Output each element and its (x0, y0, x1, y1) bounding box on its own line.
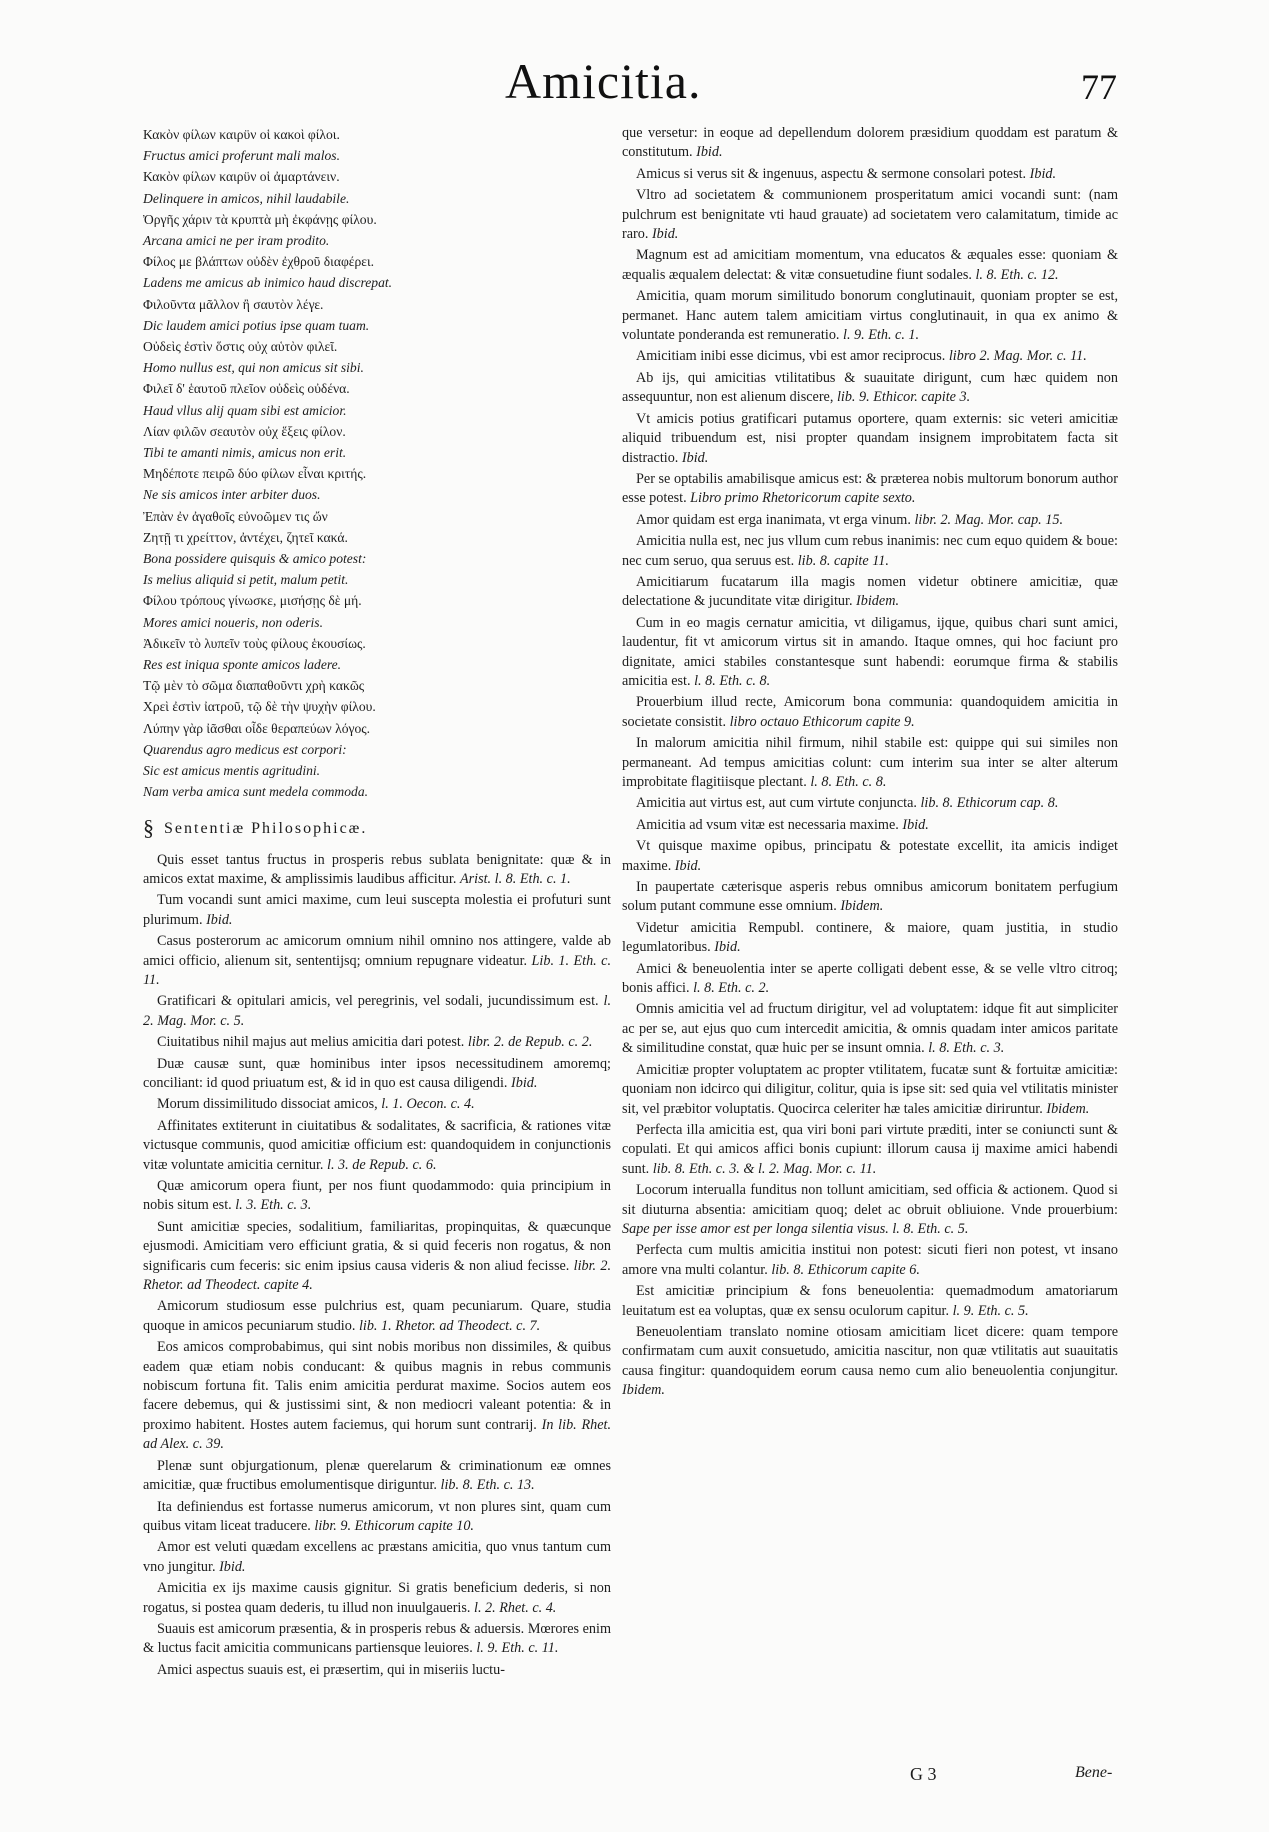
left-entry-list (143, 851, 611, 1681)
entry-text: Sunt amicitiæ species, sodalitium, familiaritas, propinquitas, & quæcunque ejusmodi. Amicitiam vero efficiunt gratia, & si quid feceris non rogatus, & non significaris cum feceris: sic enim ipsius causa videris & non aliud fecisse. (143, 1218, 611, 1274)
entry-text: Amicitia ex ijs maxime causis gignitur. Si gratis beneficium dederis, si non rogatus, si postea quam dederis, tu illud non inuulgaueris. (143, 1580, 611, 1616)
entry-text: Cum in eo magis cernatur amicitia, vt diligamus, ijque, quibus chari sunt amici, laudentur, fit vt amicorum virtus sit in amando. Itaque omnes, qui hoc faciunt pro dignitate, amici stabiles constantesque sunt habendi: eorumque firma & stabilis amicitia est. (622, 614, 1118, 689)
citation-ref: Ibid. (219, 1558, 246, 1575)
entry-text: Ab ijs, qui amicitias vtilitatibus & suauitate dirigunt, cum hæc quidem non assequuntur, non est alienum discere, (622, 369, 1118, 406)
left-column (143, 124, 611, 1682)
proverb-line: Χρεὶ ἐστὶν ἰατροῦ, τῷ δὲ τὴν ψυχὴν φίλου. (143, 699, 376, 715)
sentence-entry (143, 851, 611, 890)
sentence-entry (143, 1297, 611, 1336)
section-heading (143, 815, 611, 841)
entry-text: Amicitiam inibi esse dicimus, vbi est amor reciprocus. (636, 348, 946, 365)
citation-ref: Ibid. (1029, 165, 1057, 182)
sentence-entry (622, 794, 1118, 813)
sentence-entry (143, 1218, 611, 1296)
entry-text: Gratificari & opitulari amicis, vel peregrinis, vel sodali, jucundissimum est. (157, 993, 599, 1010)
proverb-line: Οὐδεὶς ἐστὶν ὅστις οὐχ αὑτὸν φιλεῖ. (143, 339, 338, 355)
proverb-line: Res est iniqua sponte amicos ladere. (143, 657, 342, 673)
sentence-entry (143, 1033, 611, 1052)
page-title: Amicitia. (505, 53, 702, 109)
citation-ref: l. 3. Eth. c. 3. (235, 1197, 312, 1214)
catchword: Bene- (1075, 1764, 1113, 1781)
sentence-entry (622, 614, 1118, 692)
citation-ref: Ibidem. (840, 898, 884, 915)
citation-ref: lib. 1. Rhetor. ad Theodect. c. 7. (358, 1317, 541, 1334)
sentence-entry (622, 693, 1118, 732)
proverb-line: Τῷ μὲν τὸ σῶμα διαπαθοῦντι χρὴ κακῶς (143, 678, 365, 694)
entry-text: Magnum est ad amicitiam momentum, vna educatos & æquales esse: quoniam & æqualis æqualem delectat: & vitæ consuetudine fiunt sodales. (622, 247, 1118, 283)
citation-ref: Ibid. (681, 449, 709, 466)
section-mark: § (143, 814, 156, 840)
proverb-line: Arcana amici ne per iram prodito. (143, 233, 330, 249)
proverb-line: Ὀργῆς χάριν τὰ κρυπτὰ μὴ ἐκφάνῃς φίλου. (143, 211, 377, 227)
entry-text: Quis esset tantus fructus in prosperis rebus sublata benignitate: quæ & in amicos extat maxime, & amplissimis laudibus afficitur. (143, 851, 611, 887)
citation-ref: Ibid. (206, 911, 233, 928)
sentence-entry (143, 932, 611, 990)
citation-ref: libro 2. Mag. Mor. c. 11. (948, 348, 1087, 365)
sentence-entry (622, 410, 1118, 468)
entry-text: Amicitia, quam morum similitudo bonorum conglutinauit, quoniam propter se est, permanet. Hanc autem talem amicitiam virtus conglutinauit, in qua ex animo & voluntate ponderanda est remuneratio. (622, 288, 1118, 344)
proverb-line: Κακὸν φίλων καιρϋν οἱ κακοὶ φίλοι. (143, 127, 340, 142)
sentence-entry (143, 1095, 611, 1114)
sentence-entry (143, 1620, 611, 1659)
entry-text: Videtur amicitia Rempubl. continere, & maiore, quam justitia, in studio legumlatoribus. (622, 919, 1118, 956)
citation-ref: Ibidem. (856, 593, 899, 610)
proverb-line: Ἀδικεῖν τὸ λυπεῖν τοὺς φίλους ἑκουσίως. (143, 635, 366, 651)
citation-ref: l. 9. Eth. c. 11. (476, 1640, 559, 1657)
entry-text: Amicus si verus sit & ingenuus, aspectu & sermone consolari potest. (636, 165, 1027, 182)
sentence-entry (622, 919, 1118, 958)
citation-ref: lib. 8. Ethicorum cap. 8. (920, 795, 1059, 812)
entry-text: Perfecta illa amicitia est, qua viri boni pari virtute præditi, inter se coniuncti sunt & copulati. Et qui amicos affici bonis cupiunt: illorum causa ij maxime amici habendi sunt. (622, 1121, 1118, 1177)
entry-text: Amicitiarum fucatarum illa magis nomen videtur obtinere amicitiæ, quæ delectatione & jucunditate vitæ dirigitur. (622, 573, 1118, 610)
sentence-entry (622, 960, 1118, 999)
citation-ref: l. 9. Eth. c. 1. (843, 327, 920, 344)
citation-ref: l. 8. Eth. c. 8. (810, 774, 887, 790)
entry-text: que versetur: in eoque ad depellendum dolorem præsidium quoddam est paratum & constitutum. (622, 125, 1118, 161)
sentence-entry (622, 1323, 1118, 1401)
citation-ref: Ibidem. (622, 1382, 665, 1399)
proverb-line: Fructus amici proferunt mali malos. (143, 148, 340, 164)
page-header (0, 52, 1269, 122)
entry-text: Amor quidam est erga inanimata, vt erga vinum. (636, 511, 911, 528)
proverb-line: Mores amici noueris, non oderis. (143, 614, 323, 630)
citation-ref: lib. 9. Ethicor. capite 3. (836, 389, 971, 406)
citation-ref: libr. 2. Rhetor. ad Theodect. capite 4. (143, 1257, 612, 1294)
citation-ref: Ibidem. (1046, 1100, 1090, 1117)
citation-ref: Sape per isse amor est per longa silentia visus. l. 8. Eth. c. 5. (622, 1220, 969, 1237)
entry-text: Plenæ sunt objurgationum, plenæ querelarum & criminationum eæ omnes amicitiæ, quæ fructibus emolumentisque diriguntur. (143, 1457, 611, 1494)
sentence-entry (622, 511, 1118, 530)
entry-text: Quæ amicorum opera fiunt, per nos fiunt quodammodo: quia principium in nobis situm est. (143, 1178, 611, 1214)
entry-text: Perfecta cum multis amicitia institui non potest: sicuti fieri non potest, vt insano amore vna multi colantur. (622, 1242, 1118, 1278)
entry-text: Amicitiæ propter voluptatem ac propter vtilitatem, fucatæ sunt & fortuitæ amicitiæ: quoniam non idcirco qui diligitur, colitur, quia is ipse sit: sed quia vel vtilitatis minister sit, vel præbitor voluptatis. Quocirca celeriter hæ tales amicitiæ diriruntur. (622, 1061, 1118, 1117)
sentence-entry (143, 1177, 611, 1216)
citation-ref: l. 8. Eth. c. 3. (928, 1040, 1005, 1057)
citation-ref: Ibid. (902, 816, 929, 833)
entry-text: Tum vocandi sunt amici maxime, cum leui suscepta molestia ei profuturi sunt plurimum. (143, 892, 611, 928)
section-heading-text: Sententiæ Philosophicæ. (164, 819, 368, 837)
sentence-entry (622, 1000, 1118, 1058)
proverb-line: Φίλος με βλάπτων οὐδὲν ἐχθροῦ διαφέρει. (143, 254, 375, 270)
sentence-entry (622, 837, 1118, 876)
sentence-entry (143, 1661, 611, 1680)
citation-ref: Ibid. (674, 857, 702, 874)
sentence-entry (143, 1498, 611, 1537)
sentence-entry (622, 124, 1118, 163)
citation-ref: l. 3. de Repub. c. 6. (327, 1156, 437, 1173)
proverb-line: Κακὸν φίλων καιρϋν οἱ ἀμαρτάνειν. (143, 169, 340, 185)
citation-ref: lib. 8. Eth. c. 13. (440, 1477, 535, 1494)
citation-ref: Ibid. (511, 1074, 538, 1091)
proverb-line: Ζητῇ τι χρείττον, ἀντέχει, ζητεῖ κακά. (143, 529, 348, 545)
entry-text: Per se optabilis amabilisque amicus est: & præterea nobis multorum bonorum author esse potest. (622, 470, 1118, 507)
sentence-entry (622, 878, 1118, 917)
entry-text: Amici & beneuolentia inter se aperte colligati debent esse, & se velle vltro citroq; bonis affici. (622, 960, 1118, 997)
sentence-entry (143, 891, 611, 930)
entry-text: Amicitia nulla est, nec jus vllum cum rebus inanimis: nec cum equo quidem & boue: nec cum seruo, qua seruus est. (622, 533, 1118, 569)
sentence-entry (143, 1055, 611, 1094)
entry-text: Affinitates extiterunt in ciuitatibus & sodalitates, & sacrificia, & rationes vitæ victusque communis, quod amicitiæ officium est: quandoquidem in conjunctionis vitæ voluntate amicitia cernitur. (143, 1117, 611, 1173)
citation-ref: l. 9. Eth. c. 5. (952, 1302, 1029, 1319)
entry-text: Prouerbium illud recte, Amicorum bona communia: quandoquidem amicitia in societate consistit. (622, 694, 1118, 730)
right-entry-list (622, 124, 1118, 1401)
proverb-line: Λίαν φιλῶν σεαυτὸν οὐχ ἕξεις φίλον. (143, 423, 346, 439)
entry-text: Est amicitiæ principium & fons beneuolentia: quemadmodum amatoriarum leuitatum est ea voluptas, quæ ex sensu oculorum capitur. (622, 1283, 1118, 1319)
citation-ref: l. 2. Rhet. c. 4. (474, 1599, 557, 1616)
entry-text: In paupertate cæterisque asperis rebus omnibus amicorum bonitatem perfugium solum putant commune esse omnium. (622, 879, 1118, 915)
proverb-line: Ne sis amicos inter arbiter duos. (143, 487, 321, 503)
sentence-entry (143, 1457, 611, 1496)
sentence-entry (622, 1181, 1118, 1239)
signature-mark: G 3 (910, 1764, 937, 1784)
entry-text: Vt amicis potius gratificari putamus oportere, quam externis: sic veteri amicitiæ aliquid tribuendum est, nisi propter quandam insignem improbitatem facta sit distractio. (622, 410, 1118, 466)
entry-text: Vltro ad societatem & communionem prosperitatum amici vocandi sunt: (nam pulchrum est benignitate vti haud grauate) ad societatem vero calamitatum, timide ac raro. (622, 187, 1118, 243)
sentence-entry (622, 369, 1118, 408)
citation-ref: l. 1. Oecon. c. 4. (381, 1096, 475, 1113)
citation-ref: Ibid. (696, 144, 723, 161)
citation-ref: l. 8. Eth. c. 8. (694, 672, 771, 689)
sentence-entry (622, 246, 1118, 285)
entry-text: Amicitia ad vsum vitæ est necessaria maxime. (636, 816, 899, 833)
citation-ref: lib. 8. capite 11. (797, 552, 889, 569)
sentence-entry (143, 992, 611, 1031)
sentence-entry (622, 186, 1118, 244)
citation-ref: l. 8. Eth. c. 2. (693, 980, 770, 997)
citation-ref: libro octauo Ethicorum capite 9. (729, 713, 915, 730)
page-number: 77 (1081, 67, 1117, 107)
citation-ref: lib. 8. Ethicorum capite 6. (771, 1261, 920, 1278)
entry-text: Suauis est amicorum præsentia, & in prosperis rebus & aduersis. Mœrores enim & luctus facit amicitia communicans partiensque leuiores. (143, 1620, 611, 1657)
citation-ref: l. 8. Eth. c. 12. (975, 266, 1059, 283)
proverb-line: Φίλου τρόπους γίνωσκε, μισήσῃς δὲ μή. (143, 593, 362, 609)
sentence-entry (622, 470, 1118, 509)
page-footer (0, 1764, 1269, 1794)
sentence-entry (622, 347, 1118, 366)
citation-ref: In lib. Rhet. ad Alex. c. 39. (143, 1416, 612, 1453)
proverb-line: Homo nullus est, qui non amicus sit sibi. (143, 360, 364, 376)
sentence-entry (622, 734, 1118, 792)
proverb-line: Haud vllus alij quam sibi est amicior. (143, 402, 347, 418)
entry-text: In malorum amicitia nihil firmum, nihil stabile est: quippe qui sui similes non permaneant. Ad tempus amicitias colunt: cum interim sua inter se alter alterum improbitate flagitiisque plectant. (622, 735, 1118, 790)
citation-ref: l. 2. Mag. Mor. c. 5. (143, 993, 611, 1029)
sentence-entry (622, 1282, 1118, 1321)
sentence-entry (622, 287, 1118, 345)
citation-ref: Libro primo Rhetoricorum capite sexto. (690, 490, 916, 507)
proverb-line: Φιλοῦντα μᾶλλον ἢ σαυτὸν λέγε. (143, 296, 324, 312)
sentence-entry (622, 1061, 1118, 1119)
proverb-list (143, 124, 611, 803)
citation-ref: lib. 8. Eth. c. 3. & l. 2. Mag. Mor. c. 11. (652, 1160, 877, 1177)
sentence-entry (143, 1117, 611, 1175)
citation-ref: Ibid. (714, 939, 741, 956)
sentence-entry (622, 573, 1118, 612)
proverb-line: Sic est amicus mentis agritudini. (143, 763, 321, 779)
sentence-entry (622, 532, 1118, 571)
sentence-entry (622, 816, 1118, 835)
proverb-line: Μηδέποτε πειρῶ δύο φίλων εἶναι κριτής. (143, 466, 367, 482)
entry-text: Beneuolentiam translato nomine otiosam amicitiam licet dicere: quam tempore confirmatam cum auxit consuetudo, amicitia nascitur, non quæ vtilitatis aut suauitatis causa fingitur: quandoquidem eorum causa nemo cum alio beneuolentia conjungitur. (622, 1323, 1118, 1379)
entry-text: Ita definiendus est fortasse numerus amicorum, vt non plures sint, quam cum quibus vitam liceat traducere. (143, 1498, 611, 1534)
proverb-line: Delinquere in amicos, nihil laudabile. (143, 190, 350, 206)
entry-text: Amor est veluti quædam excellens ac præstans amicitia, quo vnus tantum cum vno jungitur. (143, 1539, 611, 1575)
entry-text: Duæ causæ sunt, quæ hominibus inter ipsos necessitudinem amoremq; conciliant: id quod priuatum est, & id in quo est causa diligendi. (143, 1055, 611, 1091)
entry-text: Casus posterorum ac amicorum omnium nihil omnino nos attingere, valde ab amici officio, alienum sit, sententijsq; omnium repugnare videatur. (143, 933, 611, 969)
sentence-entry (622, 165, 1118, 184)
citation-ref: libr. 9. Ethicorum capite 10. (314, 1517, 474, 1534)
proverb-line: Φιλεῖ δ' ἑαυτοῦ πλεῖον οὐδεὶς οὐδένα. (143, 381, 350, 397)
entry-text: Amici aspectus suauis est, ei præsertim, qui in miseriis luctu- (157, 1661, 505, 1678)
entry-text: Vt quisque maxime opibus, principatu & potestate excellit, ita amicis indiget maxime. (622, 838, 1118, 874)
sentence-entry (143, 1338, 611, 1454)
proverb-line: Dic laudem amici potius ipse quam tuam. (143, 317, 370, 333)
citation-ref: libr. 2. de Repub. c. 2. (467, 1034, 593, 1051)
sentence-entry (143, 1538, 611, 1577)
entry-text: Amicorum studiosum esse pulchrius est, quam pecuniarum. Quare, studia quoque in amicos pecuniarum studio. (143, 1298, 611, 1334)
entry-text: Ciuitatibus nihil majus aut melius amicitia dari potest. (157, 1034, 465, 1051)
citation-ref: Arist. l. 8. Eth. c. 1. (459, 870, 571, 887)
sentence-entry (143, 1579, 611, 1618)
entry-text: Eos amicos comprobabimus, qui sint nobis moribus non dissimiles, & quibus eadem quæ etiam nobis conducant: & quibus magnis in rebus communis nobiscum fortuna fit. Talis enim amicitia perdurat maxime. Socios autem eos facere debemus, qui & justissimi sint, & non mediocri valeant potentia: & in proximo habitent. Hostes autem faciemus, qui horum sunt contrarij. (143, 1339, 611, 1433)
entry-text: Omnis amicitia vel ad fructum dirigitur, vel ad voluptatem: idque fit aut simpliciter ac per se, aut ejus quo cum intercedit amicitia, & omnis quadam inter amicos paritate & similitudine constat, quæ huic per se insunt omnia. (622, 1001, 1118, 1057)
sentence-entry (622, 1121, 1118, 1179)
proverb-line: Ἐπὰν ἐν ἀγαθοῖς εὐνοῶμεν τις ὤν (143, 508, 328, 524)
entry-text: Amicitia aut virtus est, aut cum virtute conjuncta. (636, 795, 917, 812)
proverb-line: Bona possidere quisquis & amico potest: (143, 551, 367, 567)
citation-ref: libr. 2. Mag. Mor. cap. 15. (914, 511, 1064, 528)
right-column (622, 124, 1118, 1403)
proverb-line: Λύπην γὰρ ἰᾶσθαι οἶδε θεραπεύων λόγος. (143, 720, 371, 736)
entry-text: Morum dissimilitudo dissociat amicos, (157, 1096, 378, 1113)
proverb-line: Is melius aliquid si petit, malum petit. (143, 572, 349, 588)
proverb-line: Tibi te amanti nimis, amicus non erit. (143, 445, 347, 461)
entry-text: Locorum interualla funditus non tollunt amicitiam, sed officia & actionem. Quod si sit diuturna absentia: amicitiam quoq; delet ac obruit obliuione. Vnde prouerbium: (622, 1182, 1118, 1218)
sentence-entry (622, 1241, 1118, 1280)
proverb-line: Nam verba amica sunt medela commoda. (143, 784, 369, 800)
proverb-line: Quarendus agro medicus est corpori: (143, 741, 347, 757)
citation-ref: Lib. 1. Eth. c. 11. (143, 952, 611, 988)
proverb-line: Ladens me amicus ab inimico haud discrepat. (143, 275, 393, 291)
citation-ref: Ibid. (651, 226, 679, 243)
